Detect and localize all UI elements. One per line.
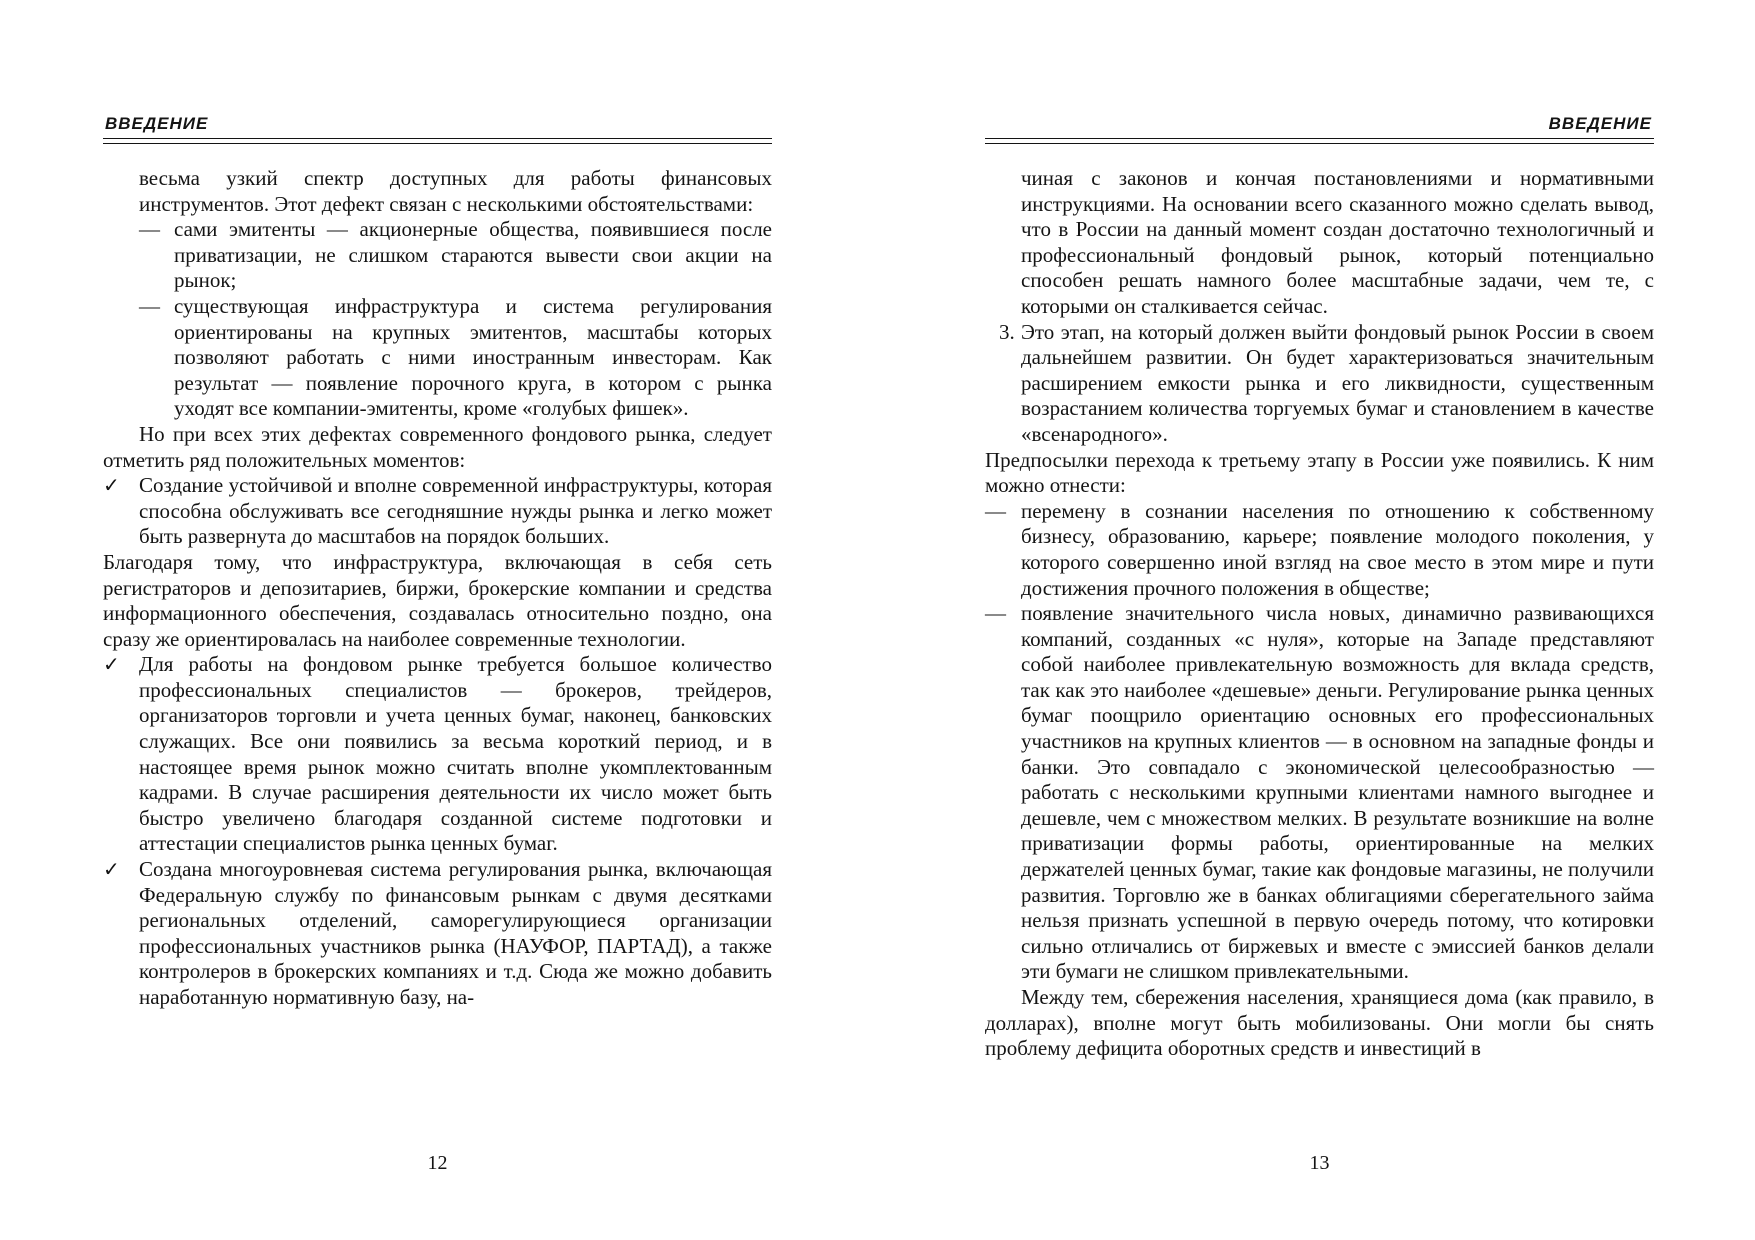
dash-marker: — [139,293,160,318]
dash-list-item [103,217,772,294]
numbered-list-item [985,320,1654,448]
list-item-text: перемену в сознании населения по отношению к собственному бизнесу, образованию, карьере; появление молодого поколения, у которого совершенно иной взгляд на свое место в этом мире и пути достижения прочного положения в обществе; [1021,498,1654,600]
check-list-item [103,857,772,1011]
dash-marker: — [985,498,1006,523]
list-number: 3. [999,319,1015,344]
page-number: 12 [427,1152,448,1174]
paragraph: Благодаря тому, что инфраструктура, включающая в себя сеть регистраторов и депозитариев, биржи, брокерские компании и средства информационного обеспечения, создавалась относительно поздно, она сразу же ориентировалась на наиболее современные технологии. [103,549,772,651]
paragraph: Но при всех этих дефектах современного фондового рынка, следует отметить ряд положительных моментов: [103,421,772,472]
check-list-item [103,652,772,857]
list-item-text: сами эмитенты — акционерные общества, появившиеся после приватизации, не слишком стараются вывести свои акции на рынок; [174,217,772,293]
page-number: 13 [1309,1152,1330,1174]
paragraph: Предпосылки перехода к третьему этапу в России уже появились. К ним можно отнести: [985,447,1654,498]
header-rule [103,143,772,144]
paragraph: Между тем, сбережения населения, хранящиеся дома (как правило, в долларах), вполне могут быть мобилизованы. Они могли бы снять проблему дефицита оборотных средств и инвестиций в [985,985,1654,1061]
header-rule [985,143,1654,144]
dash-list-item [103,294,772,422]
list-item-text: Создана многоуровневая система регулирования рынка, включающая Федеральную службу по финансовым рынкам с двумя десятками региональных отделений, саморегулирующиеся организации профессиональных участников рынка (НАУФОР, ПАРТАД), а также контролеров в брокерских компаниях и т.д. Сюда же можно добавить наработанную нормативную базу, на- [139,857,772,1009]
list-item-text: Создание устойчивой и вполне современной инфраструктуры, которая способна обслуживать все сегодняшние нужды рынка и легко может быть развернута до масштабов на порядок больших. [139,473,772,549]
list-item-text: появление значительного числа новых, динамично развивающихся компаний, созданных «с нуля», которые на Западе представляют собой наиболее привлекательную возможность для вклада средств, так как это наиболее «дешевые» деньги. Регулирование рынка ценных бумаг поощрило ориентацию основных его профессиональных участников на крупных клиентов — в основном на западные фонды и банки. Это совпадало с экономической целесообразностью — работать с несколькими крупными клиентами намного выгоднее и дешевле, чем с множеством мелких. В результате возникшие на волне приватизации формы работы, ориентированные на мелких держателей ценных бумаг, такие как фондовые магазины, не получили развития. Торговлю же в банках облигациями сберегательного займа нельзя признать успешной в первую очередь потому, что котировки сильно отличались от биржевых и вместе с эмиссией банков делали эти бумаги не слишком привлекательными. [1021,601,1654,984]
running-head: ВВЕДЕНИЕ [105,114,209,133]
check-icon: ✓ [103,473,120,498]
check-list-item [103,473,772,550]
dash-list-item [985,601,1654,985]
list-item-text: существующая инфраструктура и система регулирования ориентированы на крупных эмитентов, масштабы которых позволяют работать с ними иностранным инвесторам. Как результат — появление порочного круга, в котором с рынка уходят все компании-эмитенты, кроме «голубых фишек». [174,293,772,421]
running-head: ВВЕДЕНИЕ [1548,114,1652,133]
body-text [103,166,772,1011]
dash-list-item [985,499,1654,601]
paragraph: весьма узкий спектр доступных для работы финансовых инструментов. Этот дефект связан с несколькими обстоятельствами: [139,166,772,216]
dash-marker: — [139,217,160,242]
header-rule [985,138,1654,139]
header-rule [103,138,772,139]
paragraph: чиная с законов и кончая постановлениями и нормативными инструкциями. На основании всего сказанного можно сделать вывод, что в России на данный момент создан достаточно технологичный и профессиональный фондовый рынок, который потенциально способен решать намного более масштабные задачи, чем те, с которыми он сталкивается сейчас. [1021,166,1654,318]
check-icon: ✓ [103,652,120,677]
check-icon: ✓ [103,857,120,882]
list-item-text: Это этап, на который должен выйти фондовый рынок России в своем дальнейшем развитии. Он будет характеризоваться значительным расширением емкости рынка и его ликвидности, существенным возрастанием количества торгуемых бумаг и становлением в качестве «всенародного». [1021,319,1654,446]
body-text [985,166,1654,1062]
list-item-text: Для работы на фондовом рынке требуется большое количество профессиональных специалистов — брокеров, трейдеров, организаторов торговли и учета ценных бумаг, наконец, банковских служащих. Все они появились за весьма короткий период, и в настоящее время рынок можно считать вполне укомплектованным кадрами. В случае расширения деятельности их число может быть быстро увеличено благодаря созданной системе подготовки и аттестации специалистов рынка ценных бумаг. [139,652,772,856]
dash-marker: — [985,601,1006,626]
